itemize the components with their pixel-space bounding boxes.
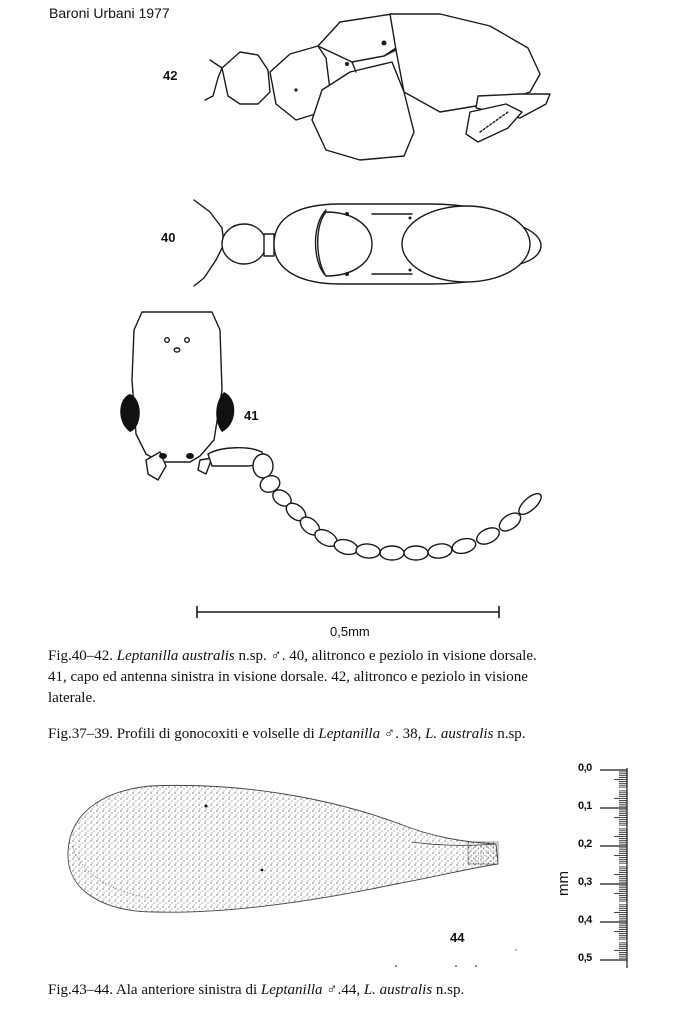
ruler-tick-label: 0,3: [578, 876, 592, 888]
citation-header: Baroni Urbani 1977: [49, 5, 170, 21]
scan-artifacts: [395, 949, 517, 967]
figure-41-label: 41: [244, 408, 259, 423]
mm-ruler: [600, 768, 627, 968]
caption-43-44-species: L. australis: [363, 982, 433, 998]
ruler-tick-label: 0,4: [578, 914, 592, 926]
figure-41-head-antenna: [120, 312, 544, 560]
caption-40-42-taxon: Leptanilla australis: [116, 648, 235, 664]
caption-fig-37-39: Fig.37–39. Profili di gonocoxiti e volselle di Leptanilla ♂. 38, L. australis n.sp.: [48, 726, 526, 742]
caption-43-44-genus: Leptanilla: [260, 982, 323, 998]
figure-40-label: 40: [161, 230, 176, 245]
figure-42-label: 42: [163, 68, 178, 83]
ruler-tick-label: 0,2: [578, 838, 592, 850]
figure-44-label: 44: [450, 930, 465, 945]
figure-44-forewing: [68, 785, 498, 912]
ruler-tick-label: 0,1: [578, 800, 592, 812]
scale-bar: [197, 606, 499, 618]
ruler-tick-label: 0,0: [578, 762, 592, 774]
caption-40-42-line2: 41, capo ed antenna sinistra in visione dorsale. 42, alitronco e peziolo in visione: [48, 669, 528, 685]
caption-fig-40-42: [48, 646, 648, 709]
caption-fig-43-44: Fig.43–44. Ala anteriore sinistra di Leptanilla ♂.44, L. australis n.sp.: [48, 982, 465, 998]
figure-42-alitrunk-lateral: [205, 14, 550, 160]
caption-40-42-line1: Fig.40–42. Leptanilla australis n.sp. ♂. 40, alitronco e peziolo in visione dorsale.: [48, 648, 537, 664]
caption-37-39-genus: Leptanilla: [318, 726, 381, 742]
ruler-unit-label: mm: [555, 871, 572, 896]
ruler-tick-label: 0,5: [578, 952, 592, 964]
caption-37-39-species: L. australis: [425, 726, 494, 742]
caption-40-42-line3: laterale.: [48, 690, 96, 706]
scale-bar-label: 0,5mm: [330, 624, 370, 639]
figure-40-alitrunk-dorsal: [194, 200, 541, 286]
